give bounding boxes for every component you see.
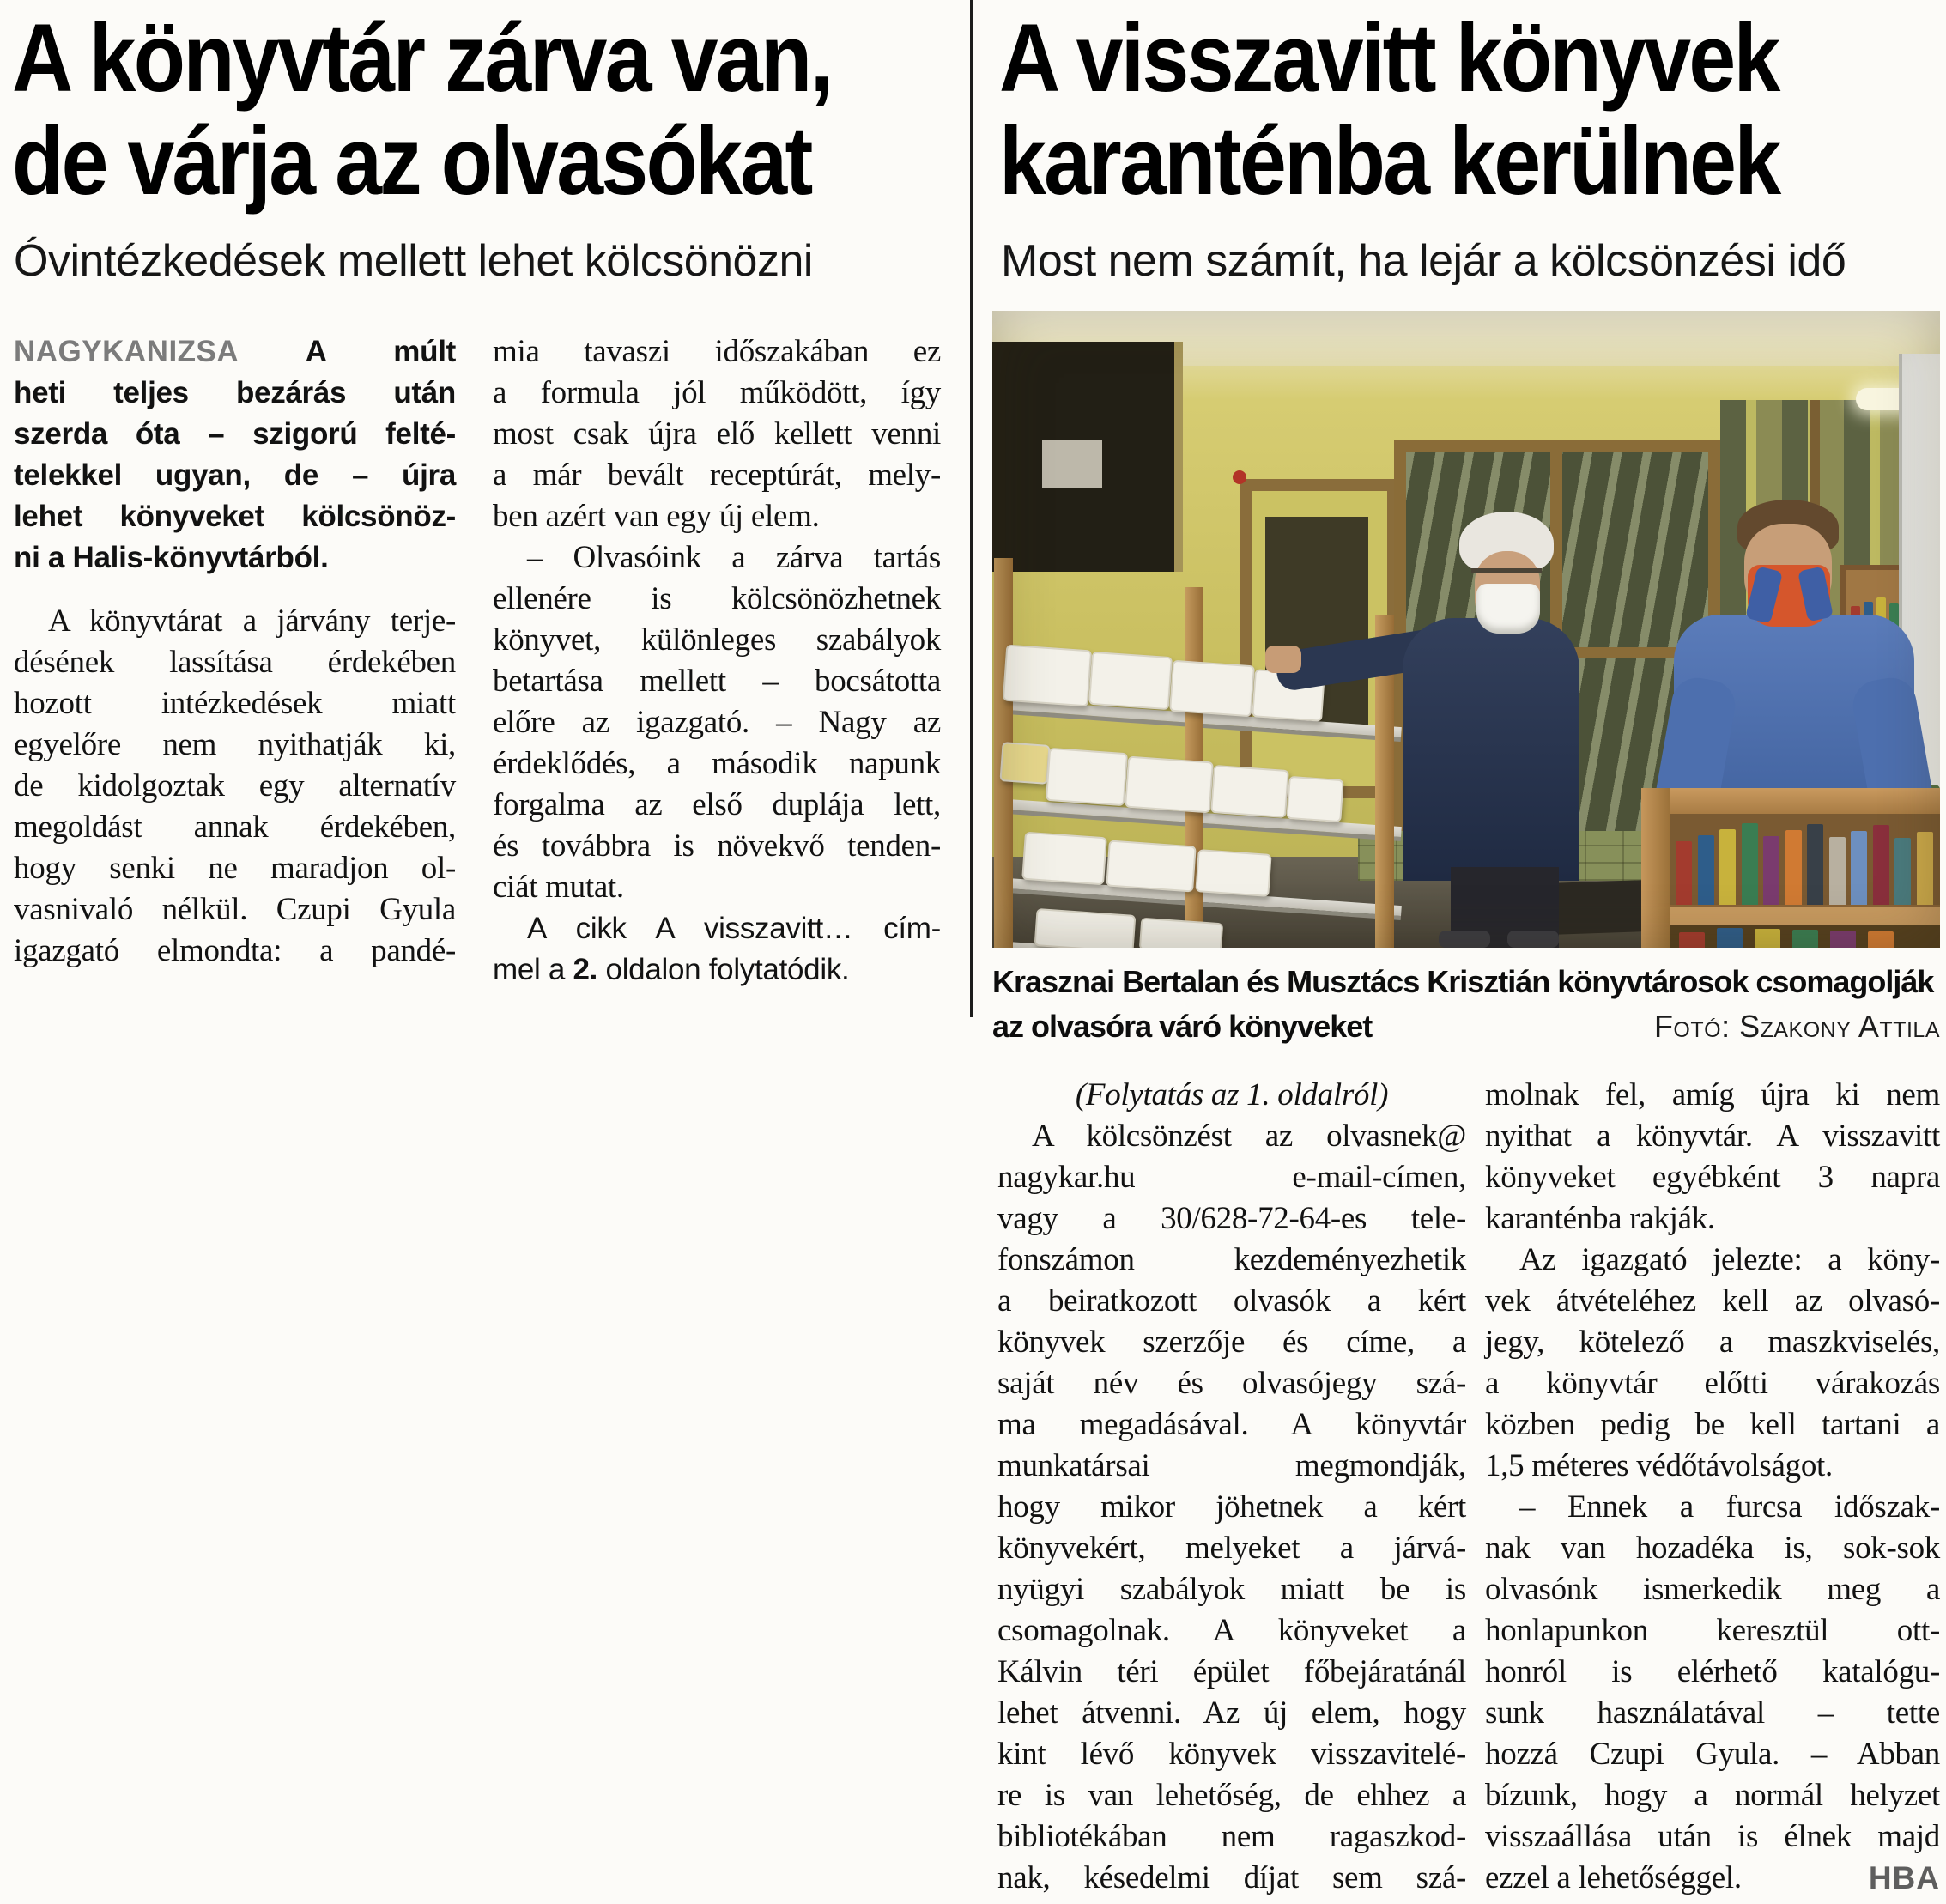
text-line: Kálvin téri épület főbejáratánál xyxy=(997,1654,1466,1689)
photo-cart-side-post xyxy=(1641,788,1670,948)
text-line: munkatársai megmondják, xyxy=(997,1448,1466,1483)
text-line: vek átvételéhez kell az olvasó- xyxy=(1485,1283,1940,1319)
photo-man-older-torso xyxy=(1403,618,1579,881)
subtitle-right: Most nem számít, ha lejár a kölcsönzési idő xyxy=(1001,236,1846,286)
headline-line: A könyvtár zárva van, xyxy=(12,4,832,112)
text-line: betartása mellett – bocsátotta xyxy=(493,664,941,699)
wrapped-package xyxy=(1034,908,1137,948)
text-fragment: ezzel a lehetőséggel. xyxy=(1485,1860,1742,1895)
text-line: könyvek szerzője és címe, a xyxy=(997,1325,1466,1360)
text-line: nyügyi szabályok miatt be is xyxy=(997,1572,1466,1607)
text-line: közben pedig be kell tartani a xyxy=(1485,1407,1940,1442)
book-spine xyxy=(1679,932,1705,948)
text-line: visszaállása után is élnek majd xyxy=(1485,1819,1940,1854)
text-line: fonszámon kezdeményezhetik xyxy=(997,1242,1466,1277)
text-line: re is van lehetőség, de ehhez a xyxy=(997,1778,1466,1813)
book-spine xyxy=(1785,830,1802,905)
text-line: heti teljes bezárás után xyxy=(14,376,456,409)
photo-cart-front-rail xyxy=(1670,905,1940,925)
book-spine xyxy=(1755,929,1780,948)
text-line: könyveket egyébként 3 napra xyxy=(1485,1160,1940,1195)
wrapped-package xyxy=(1021,832,1107,886)
book-spine xyxy=(1917,832,1933,905)
article-divider-rule xyxy=(970,0,973,1017)
wrapped-package xyxy=(1088,652,1173,710)
text-line: désének lassítása érdekében xyxy=(14,645,456,680)
library-photo xyxy=(992,311,1940,948)
text-line: ciát mutat. xyxy=(493,870,624,905)
text-line: nak, késedelmi díjat sem szá- xyxy=(997,1860,1466,1895)
wrapped-package xyxy=(1003,645,1092,707)
text-line: sunk használatával – tette xyxy=(1485,1695,1940,1731)
caption-line: Krasznai Bertalan és Musztács Krisztián könyvtárosok csomagolják xyxy=(992,964,1934,999)
photo-man-older-mask xyxy=(1476,584,1540,634)
book-spine xyxy=(1698,835,1714,905)
text-line xyxy=(1485,1858,1940,1899)
wrapped-package xyxy=(1286,776,1343,822)
text-line: hogy mikor jöhetnek a kért xyxy=(997,1489,1466,1525)
text-line: a már bevált receptúrát, mely- xyxy=(493,458,941,493)
body-column-right-2 xyxy=(1485,1075,1940,1899)
book-spine xyxy=(1829,837,1846,905)
text-line: nagykar.hu e-mail-címen, xyxy=(997,1160,1466,1195)
photo-cart-interior xyxy=(1670,814,1940,905)
subtitle-left: Óvintézkedések mellett lehet kölcsönözni xyxy=(14,236,813,286)
wrapped-package xyxy=(1125,756,1214,814)
paragraph-gap xyxy=(14,579,456,601)
photo-credit: Fotó: Szakony Attila xyxy=(1653,1009,1940,1044)
text-line: NAGYKANIZSA A múlt xyxy=(14,335,456,368)
photo-man-older-shoe xyxy=(1507,931,1559,948)
headline-line: karanténba kerülnek xyxy=(999,107,1779,215)
text-line: – Olvasóink a zárva tartás xyxy=(527,540,941,575)
book-spine xyxy=(1894,838,1911,905)
text-line: könyvet, különleges szabályok xyxy=(493,622,941,658)
text-line: ben azért van egy új elem. xyxy=(493,499,820,534)
photo-cart-back-rail xyxy=(1641,788,1940,814)
book-spine xyxy=(1792,930,1818,948)
text-line: bibliotékában nem ragaszkod- xyxy=(997,1819,1466,1854)
text-line: a beiratkozott olvasók a kért xyxy=(997,1283,1466,1319)
photo-man-older-glasses xyxy=(1471,568,1542,573)
headline-left xyxy=(12,4,943,215)
photo-cart-lower-shelf xyxy=(1670,925,1940,948)
text-line: kint lévő könyvek visszavitelé- xyxy=(997,1737,1466,1772)
wrapped-package xyxy=(1210,765,1289,818)
text-line xyxy=(493,949,941,991)
text-line: A kölcsönzést az olvasnek@ xyxy=(1032,1119,1466,1154)
text-line: bízunk, hogy a normál helyzet xyxy=(1485,1778,1940,1813)
wrapped-package xyxy=(1046,748,1128,806)
text-line: A cikk A visszavitt… cím- xyxy=(527,912,941,945)
text-line: hogy senki ne maradjon ol- xyxy=(14,851,456,886)
text-line: ni a Halis-könyvtárból. xyxy=(14,541,329,574)
text-line: most csak újra elő kellett venni xyxy=(493,416,941,452)
wrapped-package xyxy=(1195,849,1271,897)
photo-man-older-hand xyxy=(1265,646,1301,673)
text-line: forgalma az első duplája lett, xyxy=(493,787,941,822)
headline-line: de várja az olvasókat xyxy=(12,107,811,215)
text-line: előre az igazgató. – Nagy az xyxy=(493,705,941,740)
wrapped-package xyxy=(1106,840,1197,893)
book-spine xyxy=(1742,823,1758,905)
text-line: de kidolgoztak egy alternatív xyxy=(14,768,456,803)
author-initials: HBA xyxy=(1868,1860,1940,1895)
book-spine xyxy=(1807,824,1823,905)
text-line: karanténba rakják. xyxy=(1485,1201,1715,1236)
book-spine xyxy=(1763,836,1779,905)
text-line: mia tavaszi időszakában ez xyxy=(493,334,941,369)
text-line: Az igazgató jelezte: a köny- xyxy=(1519,1242,1940,1277)
text-line: vagy a 30/628-72-64-es tele- xyxy=(997,1201,1466,1236)
text-line: nyithat a könyvtár. A visszavitt xyxy=(1485,1119,1940,1154)
text-line: megoldást annak érdekében, xyxy=(14,810,456,845)
text-line: hozzá Czupi Gyula. – Abban xyxy=(1485,1737,1940,1772)
text-line: saját név és olvasójegy szá- xyxy=(997,1366,1466,1401)
headline-line: A visszavitt könyvek xyxy=(999,4,1779,112)
text-line: telekkel ugyan, de – újra xyxy=(14,458,456,492)
book-spine xyxy=(1676,841,1692,905)
text-line: nak van hozadéka is, sok-sok xyxy=(1485,1531,1940,1566)
photo-man-older-shoe xyxy=(1439,931,1490,948)
text-line: lehet könyveket kölcsönöz- xyxy=(14,500,456,533)
text-line: ellenére is kölcsönözhetnek xyxy=(493,581,941,616)
body-column-right-1 xyxy=(997,1075,1466,1899)
text-line: a könyvtár előtti várakozás xyxy=(1485,1366,1940,1401)
text-fragment: mel a xyxy=(493,953,573,986)
text-line: könyvekért, melyeket a járvá- xyxy=(997,1531,1466,1566)
text-line: molnak fel, amíg újra ki nem xyxy=(1485,1077,1940,1113)
text-line: igazgató elmondta: a pandé- xyxy=(14,933,456,968)
text-fragment: oldalon folytatódik. xyxy=(597,953,850,986)
text-line: érdeklődés, a második napunk xyxy=(493,746,941,781)
text-line: honlapunkon keresztül ott- xyxy=(1485,1613,1940,1648)
text-line: – Ennek a furcsa időszak- xyxy=(1519,1489,1940,1525)
caption-line xyxy=(992,1004,1940,1049)
book-spine xyxy=(1717,928,1743,948)
text-line: olvasónk ismerkedik meg a xyxy=(1485,1572,1940,1607)
text-line: egyelőre nem nyithatják ki, xyxy=(14,727,456,762)
text-line: lehet átvenni. Az új elem, hogy xyxy=(997,1695,1466,1731)
body-column-left-1 xyxy=(14,331,456,972)
book-spine xyxy=(1830,931,1856,948)
caption-text: az olvasóra váró könyveket xyxy=(992,1009,1373,1044)
text-line: jegy, kötelező a maszkviselés, xyxy=(1485,1325,1940,1360)
book-spine xyxy=(1868,931,1894,948)
body-column-left-2 xyxy=(493,331,941,991)
text-line: hozott intézkedések miatt xyxy=(14,686,456,721)
headline-right xyxy=(999,4,1885,215)
text-line: a formula jól működött, így xyxy=(493,375,941,410)
book-spine xyxy=(1851,831,1867,905)
wrapped-package xyxy=(1139,918,1223,948)
text-line: (Folytatás az 1. oldalról) xyxy=(1075,1077,1389,1113)
text-line: csomagolnak. A könyveket a xyxy=(997,1613,1466,1648)
text-line: A könyvtárat a járvány terje- xyxy=(48,603,456,639)
text-line: ma megadásával. A könyvtár xyxy=(997,1407,1466,1442)
text-line: honról is elérhető katalógu- xyxy=(1485,1654,1940,1689)
book-spine xyxy=(1873,825,1889,905)
text-line: 1,5 méteres védőtávolságot. xyxy=(1485,1448,1833,1483)
text-line: vasnivaló nélkül. Czupi Gyula xyxy=(14,892,456,927)
wrapped-package xyxy=(999,742,1050,785)
wrapped-package xyxy=(1169,660,1255,718)
photo-caption xyxy=(992,960,1940,1049)
text-line: és továbbra is növekvő tenden- xyxy=(493,828,941,864)
text-line: szerda óta – szigorú felté- xyxy=(14,417,456,451)
book-spine xyxy=(1719,829,1736,905)
location-tag: NAGYKANIZSA xyxy=(14,335,239,368)
text-fragment: 2. xyxy=(573,953,598,986)
